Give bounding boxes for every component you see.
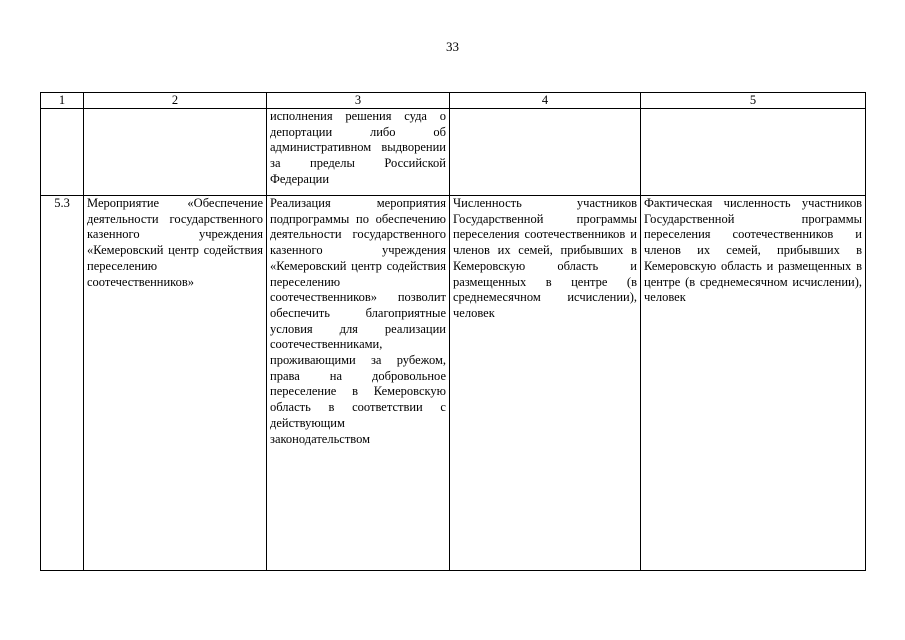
table-header-row bbox=[41, 93, 866, 109]
cell-indicator bbox=[450, 109, 641, 196]
cell-description: исполнения решения суда о депортации либо об административном выдворении за пределы Российской Федерации bbox=[267, 109, 450, 196]
header-col-1: 1 bbox=[41, 93, 84, 109]
table-row bbox=[41, 196, 866, 571]
header-col-5: 5 bbox=[641, 93, 866, 109]
cell-event-name: Мероприятие «Обеспечение деятельности государственного казенного учреждения «Кемеровский центр содействия переселению соотечественников» bbox=[84, 196, 267, 571]
table-row bbox=[41, 109, 866, 196]
cell-description: Реализация мероприятия подпрограммы по обеспечению деятельности государственного казенного учреждения «Кемеровский центр содействия переселению соотечественников» позволит обеспечить благоприятные условия для реализации соотечественниками, проживающими за рубежом, права на добровольное переселение в Кемеровскую область в соответствии с действующим законодательством bbox=[267, 196, 450, 571]
header-col-4: 4 bbox=[450, 93, 641, 109]
cell-result: Фактическая численность участников Государственной программы переселения соотечественников и членов их семей, прибывших в Кемеровскую область и размещенных в центре (в среднемесячном исчислении), человек bbox=[641, 196, 866, 571]
cell-event-name bbox=[84, 109, 267, 196]
header-col-2: 2 bbox=[84, 93, 267, 109]
cell-number: 5.3 bbox=[41, 196, 84, 571]
program-table bbox=[40, 92, 866, 571]
page-number: 33 bbox=[446, 39, 459, 54]
cell-result bbox=[641, 109, 866, 196]
cell-number bbox=[41, 109, 84, 196]
header-col-3: 3 bbox=[267, 93, 450, 109]
cell-indicator: Численность участников Государственной программы переселения соотечественников и членов их семей, прибывших в Кемеровскую область и размещенных в центре (в среднемесячном исчислении), человек bbox=[450, 196, 641, 571]
